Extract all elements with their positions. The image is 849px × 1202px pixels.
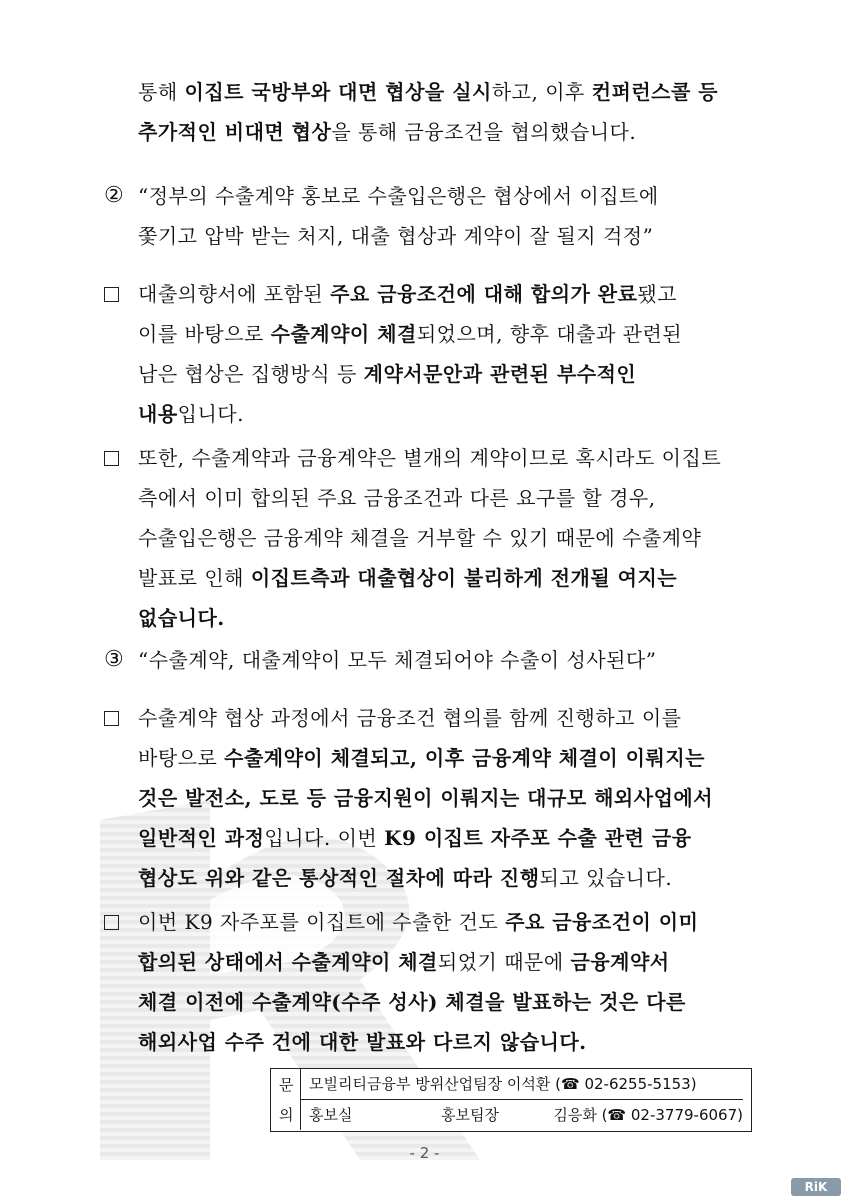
circled-number-2: ② [104, 183, 124, 208]
line: 또한, 수출계약과 금융계약은 별개의 계약이므로 혹시라도 이집트 [138, 446, 722, 470]
text: 됐고 [637, 282, 678, 306]
line [138, 558, 721, 598]
contact-info-table [270, 1068, 752, 1132]
bold-text: 수출계약이 체결 [270, 322, 417, 346]
checkbox-bullet-icon [104, 915, 119, 930]
text: 통해 [138, 80, 185, 104]
line: 것은 발전소, 도로 등 금융지원이 이뤄지는 대규모 해외사업에서 [138, 786, 714, 810]
line: 측에서 이미 합의된 주요 금융조건과 다른 요구를 할 경우, [138, 486, 656, 510]
text: 남은 협상은 집행방식 등 [138, 362, 364, 386]
checkbox-bullet-icon [104, 711, 119, 726]
line [138, 274, 682, 314]
checkbox-bullet-icon [104, 287, 119, 302]
text: 이번 K9 자주포를 이집트에 수출한 건도 [138, 910, 506, 934]
line [138, 738, 713, 778]
bold-text: 금융계약서 [570, 950, 670, 974]
text: 바탕으로 [138, 746, 225, 770]
line [138, 942, 698, 982]
line [138, 314, 682, 354]
paragraph-intro-continuation [138, 72, 750, 152]
contact-row-2 [309, 1100, 743, 1130]
bold-text: 수출계약이 체결되고, 이후 금융계약 체결이 이뤄지는 [224, 746, 705, 770]
text: 이를 바탕으로 [138, 322, 271, 346]
bold-text: 주요 금융조건이 이미 [505, 910, 699, 934]
bold-text: 이집트 국방부와 대면 협상을 실시 [184, 80, 492, 104]
line: 체결 이전에 수출계약(수주 성사) 체결을 발표하는 것은 다른 [138, 990, 686, 1014]
corner-logo: RiK [791, 1178, 841, 1196]
contact-dept: 홍보실 [309, 1106, 353, 1124]
quote-claim-3 [138, 640, 656, 680]
line: “정부의 수출계약 홍보로 수출입은행은 협상에서 이집트에 [138, 184, 659, 208]
bold-text: 이집트측과 대출협상이 불리하게 전개될 여지는 [250, 566, 678, 590]
text: 하고, 이후 [491, 80, 592, 104]
contact-name-phone: 김응화 (☎ 02-3779-6067) [553, 1106, 743, 1124]
line: 해외사업 수주 건에 대한 발표와 다르지 않습니다. [138, 1030, 587, 1054]
bold-text: K9 이집트 자주포 수출 관련 금융 [384, 826, 692, 850]
line: 수출입은행은 금융계약 체결을 거부할 수 있기 때문에 수출계약 [138, 526, 702, 550]
bold-text: 합의된 상태에서 수출계약이 체결 [138, 950, 438, 974]
line [138, 394, 682, 434]
quote-claim-2 [138, 176, 659, 256]
line [138, 902, 698, 942]
line [138, 818, 713, 858]
contact-title: 홍보팀장 [441, 1106, 499, 1124]
contact-label-cell [271, 1069, 301, 1130]
checkbox-bullet-icon [104, 451, 119, 466]
bold-text: 일반적인 과정 [138, 826, 265, 850]
paragraph-response-1 [138, 274, 682, 434]
line [138, 858, 713, 898]
line: “수출계약, 대출계약이 모두 체결되어야 수출이 성사된다” [138, 648, 657, 672]
bold-text: 내용 [138, 402, 178, 426]
bold-text: 협상도 위와 같은 통상적인 절차에 따라 진행 [138, 866, 540, 890]
page-number: - 2 - [409, 1144, 440, 1162]
text: 되었으며, 향후 대출과 관련된 [416, 322, 683, 346]
text: 되었기 때문에 [437, 950, 571, 974]
text: 입니다. 이번 [264, 826, 385, 850]
text: 되고 있습니다. [539, 866, 673, 890]
contact-row-1: 모빌리티금융부 방위산업팀장 이석환 (☎ 02-6255-5153) [301, 1069, 743, 1100]
bold-text: 추가적인 비대면 협상 [138, 120, 332, 144]
text: 을 통해 금융조건을 협의했습니다. [331, 120, 637, 144]
paragraph-response-3 [138, 698, 713, 898]
line: 수출계약 협상 과정에서 금융조건 협의를 함께 진행하고 이를 [138, 706, 682, 730]
bold-text: 주요 금융조건에 대해 합의가 완료 [330, 282, 638, 306]
text: 대출의향서에 포함된 [138, 282, 331, 306]
line [138, 72, 750, 112]
text: 입니다. [177, 402, 244, 426]
contact-label-char: 문 [279, 1076, 294, 1094]
bold-text: 컨퍼런스콜 등 [591, 80, 719, 104]
line [138, 112, 750, 152]
text: 발표로 인해 [138, 566, 251, 590]
paragraph-response-2 [138, 438, 721, 638]
contact-label-char: 의 [279, 1106, 294, 1124]
circled-number-3: ③ [104, 647, 124, 672]
line: 쫓기고 압박 받는 처지, 대출 협상과 계약이 잘 될지 걱정” [138, 224, 654, 248]
line: 없습니다. [138, 606, 225, 630]
bold-text: 계약서문안과 관련된 부수적인 [363, 362, 637, 386]
line [138, 354, 682, 394]
paragraph-response-4 [138, 902, 698, 1062]
